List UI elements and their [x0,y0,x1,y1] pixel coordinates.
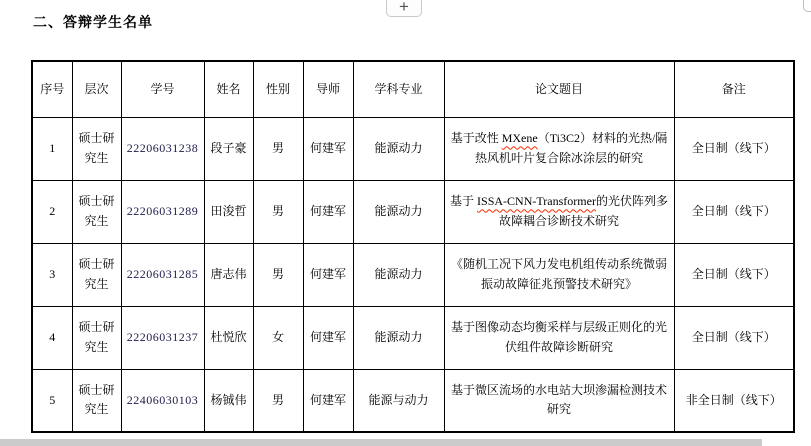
thesis-title-text: 基于微区流场的水电站大坝渗漏检测技术研究 [450,383,667,417]
table-header [32,61,794,117]
cell-student-id: 22206031289 [121,180,204,243]
cell-thesis-title [444,306,674,369]
table-row [32,369,794,432]
col-header-thesis-title: 论文题目 [444,61,674,117]
cell-advisor: 何建军 [303,117,353,180]
col-header-level: 层次 [72,61,121,117]
cell-level: 硕士研究生 [72,306,121,369]
cell-remark: 非全日制（线下） [674,369,794,432]
cell-remark: 全日制（线下） [674,306,794,369]
cell-gender: 男 [253,243,303,306]
cell-student-id: 22206031238 [121,117,204,180]
header-row [32,61,794,117]
table-row [32,180,794,243]
thesis-title-text: （Ti3C2）材料的光热/隔热风机叶片复合除冰涂层的研究 [474,131,668,165]
col-header-name: 姓名 [204,61,253,117]
cell-student-id: 22206031285 [121,243,204,306]
cell-level: 硕士研究生 [72,117,121,180]
col-header-student-id: 学号 [121,61,204,117]
cell-no: 1 [32,117,72,180]
cell-advisor: 何建军 [303,180,353,243]
cell-student-id: 22406030103 [121,369,204,432]
section-title: 二、答辩学生名单 [33,14,153,30]
spellcheck-underlined-text: MXene [501,131,538,146]
col-header-advisor: 导师 [303,61,353,117]
spellcheck-underlined-text: ISSA-CNN-Transformer [477,194,596,209]
cell-advisor: 何建军 [303,306,353,369]
thesis-title-text: 《随机工况下风力发电机组传动系统微弱振动故障征兆预警技术研究》 [450,257,667,291]
cell-remark: 全日制（线下） [674,243,794,306]
table-body [32,117,794,432]
cell-name: 段子豪 [204,117,253,180]
cell-thesis-title [444,117,674,180]
col-header-no: 序号 [32,61,72,117]
cell-thesis-title [444,243,674,306]
cell-name: 田浚哲 [204,180,253,243]
cell-student-id: 22206031237 [121,306,204,369]
table-row [32,306,794,369]
cell-name: 唐志伟 [204,243,253,306]
cell-remark: 全日制（线下） [674,180,794,243]
cell-no: 3 [32,243,72,306]
cell-level: 硕士研究生 [72,180,121,243]
cell-no: 4 [32,306,72,369]
cell-name: 杨铖伟 [204,369,253,432]
cell-name: 杜悦欣 [204,306,253,369]
cell-thesis-title [444,369,674,432]
cell-major: 能源动力 [353,117,444,180]
cell-remark: 全日制（线下） [674,117,794,180]
cell-major: 能源动力 [353,306,444,369]
thesis-title-text: 的光伏阵列多故障耦合诊断技术研究 [498,194,668,228]
add-button[interactable] [386,0,422,17]
window-edge-strip [0,439,762,446]
cell-advisor: 何建军 [303,369,353,432]
cell-gender: 男 [253,180,303,243]
thesis-title-text: 基于 [450,194,478,209]
plus-icon: + [399,0,409,16]
cell-level: 硕士研究生 [72,369,121,432]
cell-gender: 男 [253,369,303,432]
student-roster-table [31,60,795,433]
thesis-title-text: 基于改性 [450,131,502,146]
cell-gender: 男 [253,117,303,180]
cell-gender: 女 [253,306,303,369]
cell-major: 能源动力 [353,180,444,243]
col-header-remark: 备注 [674,61,794,117]
partial-button-fragment[interactable] [803,0,811,12]
col-header-major: 学科专业 [353,61,444,117]
cell-advisor: 何建军 [303,243,353,306]
cell-no: 5 [32,369,72,432]
cell-major: 能源动力 [353,243,444,306]
cell-major: 能源与动力 [353,369,444,432]
col-header-gender: 性别 [253,61,303,117]
thesis-title-text: 基于图像动态均衡采样与层级正则化的光伏组件故障诊断研究 [450,320,667,354]
table-row [32,243,794,306]
cell-thesis-title [444,180,674,243]
table-row [32,117,794,180]
cell-no: 2 [32,180,72,243]
cell-level: 硕士研究生 [72,243,121,306]
